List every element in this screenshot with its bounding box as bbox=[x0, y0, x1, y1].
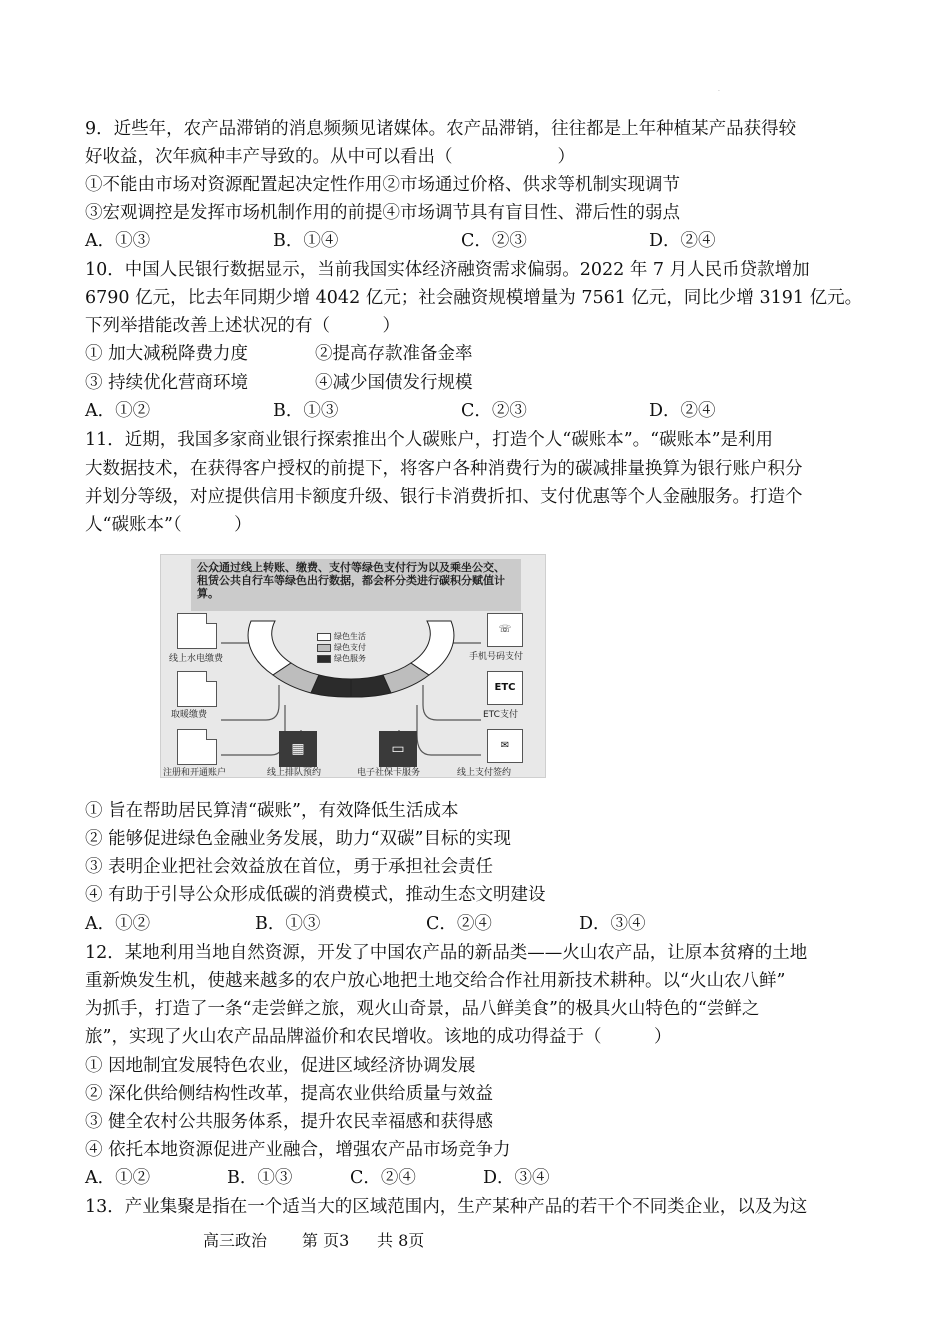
q9-item-line-1: ①不能由市场对资源配置起决定性作用②市场通过价格、供求等机制实现调节 bbox=[85, 175, 680, 195]
q10-stem-line-1: 10．中国人民银行数据显示，当前我国实体经济融资需求偏弱。2022 年 7 月人民币贷款增加 bbox=[85, 260, 810, 280]
handshake-icon: ✉ bbox=[487, 729, 523, 763]
q12-option-a[interactable]: A．①② bbox=[85, 1168, 151, 1188]
q9-stem-line-1: 9．近些年，农产品滞销的消息频频见诸媒体。农产品滞销，往往都是上年种植某产品获得较 bbox=[85, 119, 797, 139]
ring-segment-3 bbox=[311, 675, 351, 697]
q12-item-3: ③ 健全农村公共服务体系，提升农民幸福感和获得感 bbox=[85, 1112, 494, 1132]
q12-stem-line-1: 12．某地利用当地自然资源，开发了中国农产品的新品类——火山农产品，让原本贫瘠的土地 bbox=[85, 943, 808, 963]
q12-stem-line-3: 为抓手，打造了一条“走尝鲜之旅，观火山奇景，品八鲜美食”的极具火山特色的“尝鲜之 bbox=[85, 999, 760, 1019]
q9-option-c[interactable]: C．②③ bbox=[461, 231, 527, 251]
footer-subject: 高三政治 bbox=[203, 1231, 268, 1250]
q9-option-b[interactable]: B．①④ bbox=[273, 231, 339, 251]
ring-segment-6 bbox=[411, 621, 454, 675]
q11-stem-line-2: 大数据技术，在获得客户授权的前提下，将客户各种消费行为的碳减排量换算为银行账户积分 bbox=[85, 459, 803, 479]
q12-item-1: ① 因地制宜发展特色农业，促进区域经济协调发展 bbox=[85, 1056, 476, 1076]
label-phone-pay: 手机号码支付 bbox=[469, 652, 524, 662]
q12-stem-line-4: 旅”，实现了火山农产品品牌溢价和农民增收。该地的成功得益于（ ） bbox=[85, 1027, 672, 1047]
id-card-icon: ▭ bbox=[379, 731, 417, 767]
q11-option-d[interactable]: D．③④ bbox=[579, 914, 646, 934]
q11-option-b[interactable]: B．①③ bbox=[255, 914, 321, 934]
q9-option-a[interactable]: A．①③ bbox=[85, 231, 151, 251]
footer-page-number: 第 页3 bbox=[302, 1231, 350, 1250]
q11-stem-line-1: 11．近期，我国多家商业银行探索推出个人碳账户，打造个人“碳账本”。“碳账本”是利用 bbox=[85, 430, 774, 450]
label-social-card: 电子社保卡服务 bbox=[357, 768, 421, 778]
q10-option-c[interactable]: C．②③ bbox=[461, 401, 527, 421]
legend-green-payment: 绿色支付 bbox=[317, 642, 366, 653]
q11-option-c[interactable]: C．②④ bbox=[426, 914, 492, 934]
q11-item-4: ④ 有助于引导公众形成低碳的消费模式，推动生态文明建设 bbox=[85, 885, 546, 905]
carbon-account-figure bbox=[160, 554, 546, 778]
q12-option-b[interactable]: B．①③ bbox=[227, 1168, 293, 1188]
q11-option-a[interactable]: A．①② bbox=[85, 914, 151, 934]
etc-icon: ETC bbox=[487, 671, 523, 705]
q10-item-3: ③ 持续优化营商环境 bbox=[85, 373, 249, 393]
q11-item-1: ① 旨在帮助居民算清“碳账”，有效降低生活成本 bbox=[85, 801, 459, 821]
q9-item-line-2: ③宏观调控是发挥市场机制作用的前提④市场调节具有盲目性、滞后性的弱点 bbox=[85, 203, 680, 223]
q10-stem-line-3: 下列举措能改善上述状况的有（ ） bbox=[85, 316, 400, 336]
q12-item-2: ② 深化供给侧结构性改革，提高农业供给质量与效益 bbox=[85, 1084, 494, 1104]
label-heating: 取暖缴费 bbox=[171, 710, 208, 720]
legend-green-life: 绿色生活 bbox=[317, 631, 366, 642]
q9-option-d[interactable]: D．②④ bbox=[649, 231, 716, 251]
figure-caption: 公众通过线上转账、缴费、支付等绿色支付行为以及乘坐公交、租赁公共自行车等绿色出行数据，都会杯分类进行碳积分赋值计算。 bbox=[191, 559, 521, 611]
document-icon-utilities bbox=[177, 613, 217, 649]
q10-stem-line-2: 6790 亿元，比去年同期少增 4042 亿元；社会融资规模增量为 7561 亿元，同比少增 3191 亿元。 bbox=[85, 288, 863, 308]
q11-item-2: ② 能够促进绿色金融业务发展，助力“双碳”目标的实现 bbox=[85, 829, 511, 849]
label-queue: 线上排队预约 bbox=[267, 768, 322, 778]
q9-stem-line-2: 好收益，次年疯种丰产导致的。从中可以看出（ ） bbox=[85, 147, 575, 167]
label-utilities: 线上水电缴费 bbox=[169, 654, 224, 664]
q11-stem-line-4: 人“碳账本”（ ） bbox=[85, 515, 252, 535]
q10-option-a[interactable]: A．①② bbox=[85, 401, 151, 421]
phone-pay-icon: ☏ bbox=[487, 613, 523, 647]
footer-total-pages: 共 8页 bbox=[377, 1231, 425, 1250]
q11-item-3: ③ 表明企业把社会效益放在首位，勇于承担社会责任 bbox=[85, 857, 494, 877]
q11-stem-line-3: 并划分等级，对应提供信用卡额度升级、银行卡消费折扣、支付优惠等个人金融服务。打造个 bbox=[85, 487, 803, 507]
label-sign: 线上支付签约 bbox=[457, 768, 512, 778]
calendar-icon: ▦ bbox=[279, 731, 317, 767]
legend-green-service: 绿色服务 bbox=[317, 653, 366, 664]
label-register: 注册和开通账户 bbox=[163, 768, 227, 778]
q12-stem-line-2: 重新焕发生机，使越来越多的农户放心地把土地交给合作社用新技术耕种。以“火山农八鲜” bbox=[85, 971, 786, 991]
scan-mark: · bbox=[718, 88, 720, 95]
q12-option-d[interactable]: D．③④ bbox=[483, 1168, 550, 1188]
document-icon-heating bbox=[177, 671, 217, 707]
q10-option-b[interactable]: B．①③ bbox=[273, 401, 339, 421]
label-etc: ETC支付 bbox=[483, 710, 518, 720]
q10-item-4: ④减少国债发行规模 bbox=[315, 373, 473, 393]
q10-item-2: ②提高存款准备金率 bbox=[315, 344, 473, 364]
q13-stem-line-1: 13．产业集聚是指在一个适当大的区域范围内，生产某种产品的若干个不同类企业，以及为这 bbox=[85, 1197, 808, 1217]
q12-option-c[interactable]: C．②④ bbox=[350, 1168, 416, 1188]
q10-item-1: ① 加大减税降费力度 bbox=[85, 344, 249, 364]
document-icon-register bbox=[177, 729, 217, 765]
q12-item-4: ④ 依托本地资源促进产业融合，增强农产品市场竞争力 bbox=[85, 1140, 511, 1160]
q10-option-d[interactable]: D．②④ bbox=[649, 401, 716, 421]
